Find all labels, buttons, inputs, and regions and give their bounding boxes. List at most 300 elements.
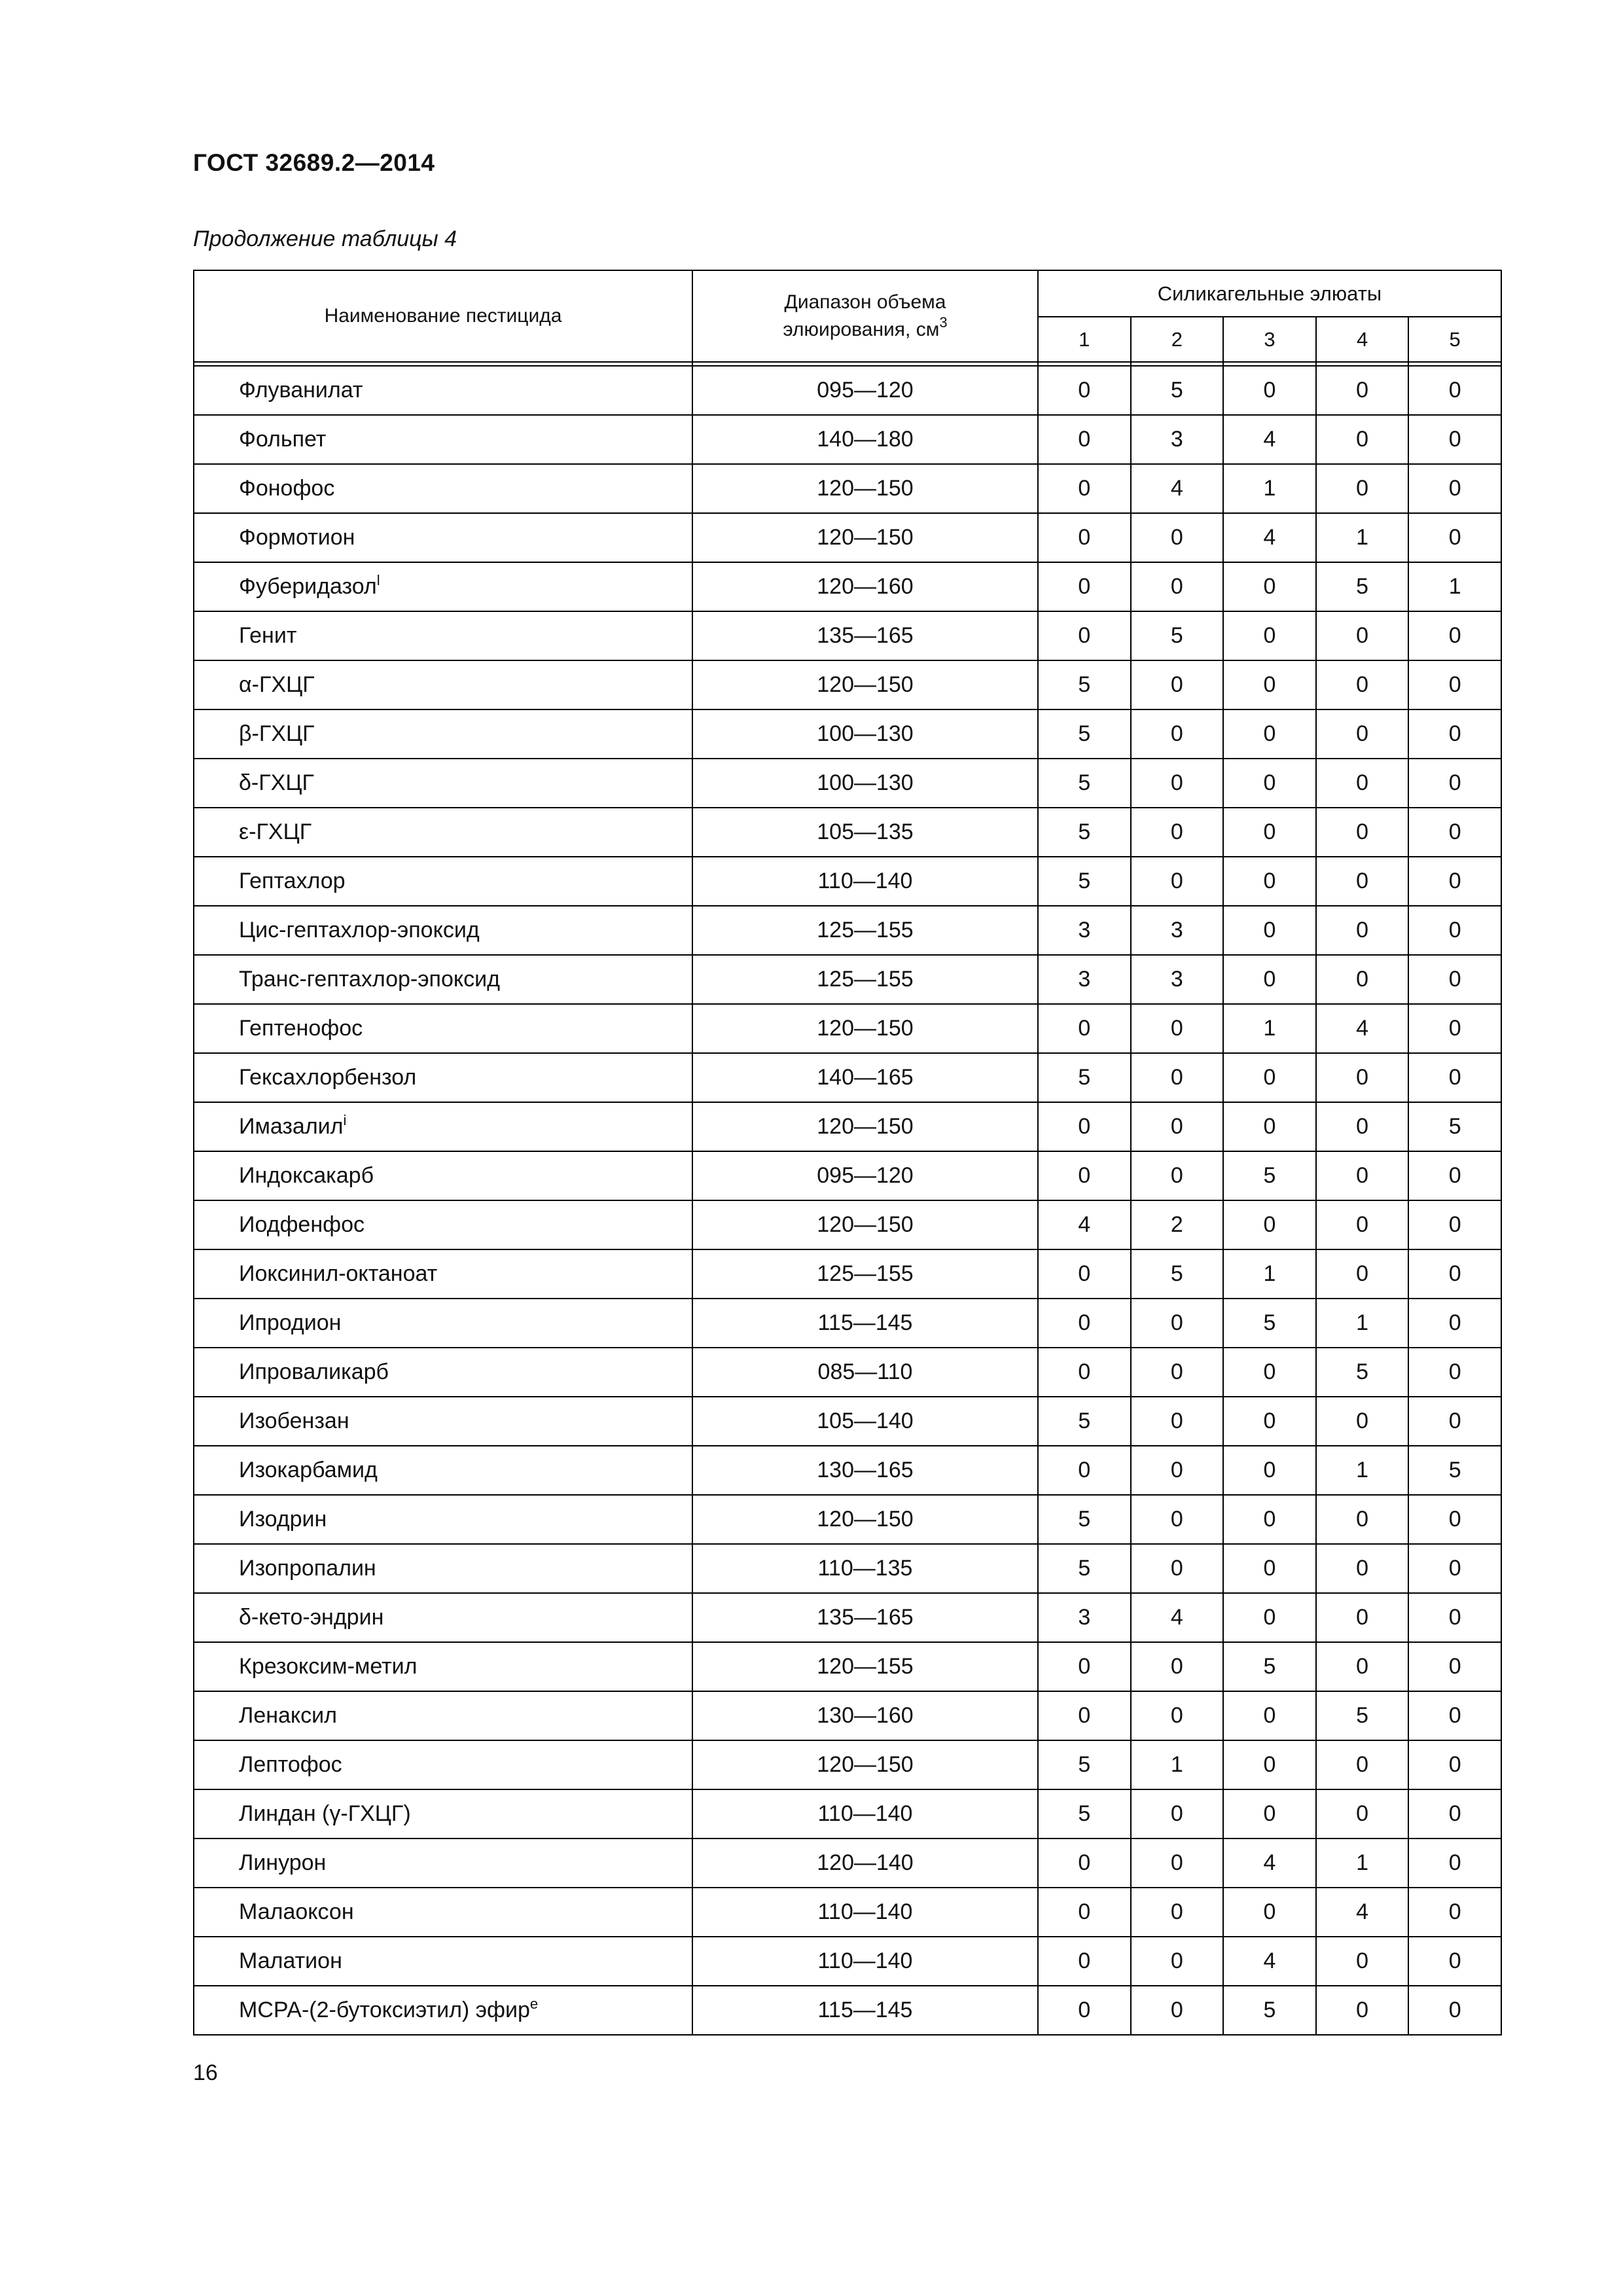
column-header-range-line1: Диапазон объема: [784, 291, 946, 313]
eluate-3-cell: 0: [1223, 1495, 1316, 1544]
eluate-2-cell: 0: [1131, 1397, 1224, 1446]
eluate-2-cell: 0: [1131, 759, 1224, 808]
table-row: [194, 1593, 1501, 1642]
eluate-5-cell: 0: [1408, 1986, 1501, 2035]
eluate-5-cell: 0: [1408, 1495, 1501, 1544]
eluate-5-cell: 0: [1408, 1888, 1501, 1937]
eluate-5-cell: 0: [1408, 955, 1501, 1004]
pesticide-name-cell: [194, 1789, 692, 1839]
eluate-4-cell: 0: [1316, 1937, 1409, 1986]
eluate-2-cell: 1: [1131, 1740, 1224, 1789]
elution-range-cell: 125—155: [692, 955, 1038, 1004]
eluate-4-cell: 5: [1316, 1348, 1409, 1397]
eluate-4-cell: 4: [1316, 1888, 1409, 1937]
elution-range-cell: 110—140: [692, 1888, 1038, 1937]
table-row: [194, 513, 1501, 562]
pesticide-name-cell: [194, 1200, 692, 1249]
elution-range-cell: 120—160: [692, 562, 1038, 611]
eluate-2-cell: 0: [1131, 1544, 1224, 1593]
pesticide-name: Иоксинил-октаноат: [239, 1261, 438, 1286]
eluate-5-cell: 0: [1408, 1593, 1501, 1642]
table-row: [194, 1249, 1501, 1299]
eluate-5-cell: 0: [1408, 611, 1501, 660]
elution-range-cell: 125—155: [692, 1249, 1038, 1299]
pesticide-name-cell: [194, 1544, 692, 1593]
eluate-5-cell: 0: [1408, 1789, 1501, 1839]
eluate-3-cell: 1: [1223, 1249, 1316, 1299]
eluate-3-cell: 0: [1223, 955, 1316, 1004]
pesticide-name-cell: [194, 1937, 692, 1986]
table-row: [194, 1839, 1501, 1888]
table-row: [194, 660, 1501, 709]
pesticide-name: Формотион: [239, 525, 355, 550]
eluate-2-cell: 0: [1131, 1888, 1224, 1937]
eluate-4-cell: 1: [1316, 513, 1409, 562]
elution-range-cell: 130—165: [692, 1446, 1038, 1495]
eluate-5-cell: 0: [1408, 709, 1501, 759]
eluate-5-cell: 0: [1408, 1839, 1501, 1888]
eluate-3-cell: 5: [1223, 1299, 1316, 1348]
eluate-4-cell: 0: [1316, 1642, 1409, 1691]
eluate-3-cell: 0: [1223, 1053, 1316, 1102]
pesticide-name: Лептофос: [239, 1752, 342, 1777]
eluate-2-cell: 0: [1131, 1986, 1224, 2035]
eluate-1-cell: 5: [1038, 808, 1131, 857]
eluate-5-cell: 5: [1408, 1102, 1501, 1151]
pesticide-name-cell: [194, 759, 692, 808]
table-row: [194, 1495, 1501, 1544]
eluate-4-cell: 0: [1316, 366, 1409, 415]
pesticide-name-cell: [194, 1397, 692, 1446]
eluate-3-cell: 0: [1223, 1102, 1316, 1151]
eluate-2-cell: 5: [1131, 611, 1224, 660]
eluate-1-cell: 0: [1038, 366, 1131, 415]
eluate-2-cell: 0: [1131, 513, 1224, 562]
table-row: [194, 1446, 1501, 1495]
elution-range-cell: 115—145: [692, 1299, 1038, 1348]
eluate-4-cell: 1: [1316, 1839, 1409, 1888]
eluate-1-cell: 5: [1038, 1544, 1131, 1593]
eluate-1-cell: 0: [1038, 611, 1131, 660]
eluate-1-cell: 0: [1038, 415, 1131, 464]
pesticide-name: Фонофос: [239, 476, 335, 501]
eluate-5-cell: 0: [1408, 1004, 1501, 1053]
pesticide-name-cell: [194, 906, 692, 955]
eluate-1-cell: 0: [1038, 1151, 1131, 1200]
eluate-5-cell: 0: [1408, 759, 1501, 808]
pesticide-table: [193, 270, 1502, 2036]
eluate-4-cell: 0: [1316, 955, 1409, 1004]
table-row: [194, 1004, 1501, 1053]
table-row: [194, 611, 1501, 660]
eluate-2-cell: 0: [1131, 1348, 1224, 1397]
eluate-4-cell: 0: [1316, 1151, 1409, 1200]
elution-range-cell: 095—120: [692, 366, 1038, 415]
elution-range-cell: 120—150: [692, 1200, 1038, 1249]
eluate-5-cell: 0: [1408, 1200, 1501, 1249]
eluate-3-cell: 0: [1223, 1740, 1316, 1789]
eluate-1-cell: 0: [1038, 1348, 1131, 1397]
eluate-4-cell: 0: [1316, 1397, 1409, 1446]
pesticide-name: Генит: [239, 623, 297, 648]
eluate-3-cell: 0: [1223, 759, 1316, 808]
pesticide-name-cell: [194, 1888, 692, 1937]
eluate-col-1: 1: [1038, 317, 1131, 362]
pesticide-name-cell: [194, 464, 692, 513]
pesticide-name: Малатион: [239, 1948, 342, 1973]
pesticide-name-cell: [194, 857, 692, 906]
eluate-col-5: 5: [1408, 317, 1501, 362]
eluate-3-cell: 0: [1223, 1593, 1316, 1642]
table-row: [194, 1544, 1501, 1593]
table-row: [194, 1053, 1501, 1102]
pesticide-name-cell: [194, 562, 692, 611]
column-header-eluates: Силикагельные элюаты: [1038, 270, 1501, 317]
eluate-5-cell: 0: [1408, 808, 1501, 857]
table-row: [194, 415, 1501, 464]
eluate-5-cell: 0: [1408, 513, 1501, 562]
pesticide-name: Цис-гептахлор-эпоксид: [239, 918, 480, 942]
pesticide-name-cell: [194, 1249, 692, 1299]
eluate-1-cell: 5: [1038, 857, 1131, 906]
eluate-1-cell: 5: [1038, 1495, 1131, 1544]
eluate-3-cell: 0: [1223, 1348, 1316, 1397]
eluate-2-cell: 4: [1131, 464, 1224, 513]
table-row: [194, 1397, 1501, 1446]
elution-range-cell: 110—135: [692, 1544, 1038, 1593]
eluate-3-cell: 0: [1223, 660, 1316, 709]
eluate-2-cell: 0: [1131, 1102, 1224, 1151]
pesticide-name: Гептахлор: [239, 869, 346, 893]
eluate-1-cell: 0: [1038, 1446, 1131, 1495]
pesticide-name: Изобензан: [239, 1408, 349, 1433]
column-header-name: Наименование пестицида: [194, 270, 692, 362]
pesticide-name-cell: [194, 1495, 692, 1544]
eluate-1-cell: 0: [1038, 1986, 1131, 2035]
elution-range-cell: 140—180: [692, 415, 1038, 464]
eluate-2-cell: 5: [1131, 1249, 1224, 1299]
pesticide-name: Линурон: [239, 1850, 327, 1875]
pesticide-name: Ипродион: [239, 1310, 342, 1335]
eluate-4-cell: 0: [1316, 1593, 1409, 1642]
eluate-3-cell: 0: [1223, 366, 1316, 415]
table-row: [194, 464, 1501, 513]
pesticide-name: Малаоксон: [239, 1899, 354, 1924]
pesticide-name: Изокарбамид: [239, 1458, 378, 1482]
eluate-1-cell: 0: [1038, 1937, 1131, 1986]
eluate-5-cell: 0: [1408, 464, 1501, 513]
eluate-2-cell: 0: [1131, 808, 1224, 857]
eluate-1-cell: 5: [1038, 759, 1131, 808]
eluate-1-cell: 0: [1038, 1299, 1131, 1348]
eluate-2-cell: 0: [1131, 562, 1224, 611]
table-row: [194, 1200, 1501, 1249]
elution-range-cell: 085—110: [692, 1348, 1038, 1397]
eluate-3-cell: 5: [1223, 1151, 1316, 1200]
pesticide-name-cell: [194, 1839, 692, 1888]
eluate-col-3: 3: [1223, 317, 1316, 362]
pesticide-name-cell: [194, 366, 692, 415]
eluate-2-cell: 5: [1131, 366, 1224, 415]
eluate-3-cell: 4: [1223, 1839, 1316, 1888]
table-row: [194, 906, 1501, 955]
eluate-4-cell: 0: [1316, 660, 1409, 709]
eluate-5-cell: 0: [1408, 1544, 1501, 1593]
eluate-4-cell: 1: [1316, 1446, 1409, 1495]
eluate-4-cell: 0: [1316, 1102, 1409, 1151]
eluate-1-cell: 0: [1038, 513, 1131, 562]
eluate-4-cell: 0: [1316, 759, 1409, 808]
pesticide-name-cell: [194, 955, 692, 1004]
eluate-2-cell: 0: [1131, 857, 1224, 906]
eluate-2-cell: 3: [1131, 906, 1224, 955]
table-row: [194, 955, 1501, 1004]
eluate-4-cell: 0: [1316, 1053, 1409, 1102]
elution-range-cell: 115—145: [692, 1986, 1038, 2035]
eluate-4-cell: 0: [1316, 1740, 1409, 1789]
elution-range-cell: 140—165: [692, 1053, 1038, 1102]
eluate-2-cell: 0: [1131, 1446, 1224, 1495]
eluate-3-cell: 0: [1223, 808, 1316, 857]
elution-range-cell: 135—165: [692, 611, 1038, 660]
eluate-4-cell: 4: [1316, 1004, 1409, 1053]
eluate-4-cell: 5: [1316, 562, 1409, 611]
eluate-1-cell: 0: [1038, 1839, 1131, 1888]
elution-range-cell: 120—150: [692, 1102, 1038, 1151]
eluate-5-cell: 0: [1408, 1642, 1501, 1691]
pesticide-name-cell: [194, 611, 692, 660]
eluate-3-cell: 0: [1223, 1888, 1316, 1937]
elution-range-cell: 120—150: [692, 464, 1038, 513]
eluate-4-cell: 0: [1316, 464, 1409, 513]
elution-range-cell: 120—140: [692, 1839, 1038, 1888]
eluate-3-cell: 0: [1223, 1691, 1316, 1740]
eluate-4-cell: 0: [1316, 906, 1409, 955]
table-row: [194, 709, 1501, 759]
footnote-mark: e: [529, 1996, 539, 2012]
eluate-2-cell: 0: [1131, 1839, 1224, 1888]
pesticide-name: Изодрин: [239, 1507, 327, 1532]
table-row: [194, 857, 1501, 906]
eluate-5-cell: 0: [1408, 1299, 1501, 1348]
pesticide-name-cell: [194, 1151, 692, 1200]
pesticide-name-cell: [194, 1299, 692, 1348]
table-row: [194, 1740, 1501, 1789]
eluate-3-cell: 4: [1223, 513, 1316, 562]
eluate-2-cell: 0: [1131, 1004, 1224, 1053]
table-row: [194, 1986, 1501, 2035]
table-row: [194, 1151, 1501, 1200]
elution-range-cell: 105—135: [692, 808, 1038, 857]
eluate-4-cell: 0: [1316, 808, 1409, 857]
pesticide-name: Ипроваликарб: [239, 1359, 389, 1384]
column-header-range-sup: 3: [939, 314, 948, 331]
eluate-col-4: 4: [1316, 317, 1409, 362]
eluate-1-cell: 0: [1038, 1004, 1131, 1053]
elution-range-cell: 110—140: [692, 1789, 1038, 1839]
eluate-1-cell: 5: [1038, 1053, 1131, 1102]
pesticide-name: Гептенофос: [239, 1016, 363, 1041]
eluate-4-cell: 0: [1316, 857, 1409, 906]
pesticide-name-cell: [194, 1053, 692, 1102]
page-number: 16: [193, 2060, 218, 2085]
eluate-2-cell: 4: [1131, 1593, 1224, 1642]
pesticide-name-cell: [194, 1642, 692, 1691]
pesticide-name-cell: [194, 1593, 692, 1642]
eluate-5-cell: 1: [1408, 562, 1501, 611]
pesticide-name-cell: [194, 1348, 692, 1397]
eluate-5-cell: 0: [1408, 1937, 1501, 1986]
pesticide-name: ε-ГХЦГ: [239, 819, 312, 844]
eluate-4-cell: 0: [1316, 1249, 1409, 1299]
eluate-5-cell: 0: [1408, 366, 1501, 415]
table-continuation-caption: Продолжение таблицы 4: [193, 226, 457, 251]
pesticide-name-cell: [194, 709, 692, 759]
eluate-2-cell: 0: [1131, 1299, 1224, 1348]
eluate-1-cell: 5: [1038, 1397, 1131, 1446]
table-row: [194, 1888, 1501, 1937]
eluate-5-cell: 0: [1408, 660, 1501, 709]
eluate-5-cell: 0: [1408, 1691, 1501, 1740]
eluate-1-cell: 4: [1038, 1200, 1131, 1249]
eluate-2-cell: 0: [1131, 1642, 1224, 1691]
eluate-3-cell: 0: [1223, 1200, 1316, 1249]
eluate-1-cell: 3: [1038, 1593, 1131, 1642]
pesticide-name: Гексахлорбензол: [239, 1065, 417, 1090]
pesticide-name: Имазалил: [239, 1114, 344, 1139]
footnote-mark: l: [376, 572, 380, 588]
elution-range-cell: 120—150: [692, 1495, 1038, 1544]
pesticide-name-cell: [194, 1740, 692, 1789]
eluate-1-cell: 3: [1038, 955, 1131, 1004]
pesticide-name: Изопропалин: [239, 1556, 376, 1581]
eluate-4-cell: 0: [1316, 1495, 1409, 1544]
eluate-4-cell: 0: [1316, 709, 1409, 759]
eluate-3-cell: 0: [1223, 709, 1316, 759]
table-row: [194, 1691, 1501, 1740]
pesticide-name-cell: [194, 808, 692, 857]
eluate-3-cell: 0: [1223, 562, 1316, 611]
eluate-1-cell: 0: [1038, 1249, 1131, 1299]
pesticide-name: δ-кето-эндрин: [239, 1605, 384, 1630]
eluate-5-cell: 0: [1408, 415, 1501, 464]
elution-range-cell: 120—150: [692, 513, 1038, 562]
eluate-5-cell: 0: [1408, 857, 1501, 906]
eluate-1-cell: 5: [1038, 1740, 1131, 1789]
table-row: [194, 759, 1501, 808]
pesticide-name: Индоксакарб: [239, 1163, 374, 1188]
eluate-4-cell: 0: [1316, 1200, 1409, 1249]
pesticide-name: Фуберидазол: [239, 574, 377, 599]
eluate-1-cell: 0: [1038, 1102, 1131, 1151]
eluate-3-cell: 0: [1223, 611, 1316, 660]
eluate-4-cell: 0: [1316, 1986, 1409, 2035]
eluate-2-cell: 2: [1131, 1200, 1224, 1249]
eluate-3-cell: 0: [1223, 1397, 1316, 1446]
elution-range-cell: 125—155: [692, 906, 1038, 955]
eluate-1-cell: 5: [1038, 660, 1131, 709]
eluate-1-cell: 5: [1038, 1789, 1131, 1839]
eluate-5-cell: 0: [1408, 1348, 1501, 1397]
elution-range-cell: 110—140: [692, 857, 1038, 906]
table-row: [194, 808, 1501, 857]
eluate-1-cell: 0: [1038, 1888, 1131, 1937]
pesticide-name-cell: [194, 415, 692, 464]
eluate-2-cell: 0: [1131, 1789, 1224, 1839]
eluate-3-cell: 5: [1223, 1642, 1316, 1691]
eluate-4-cell: 5: [1316, 1691, 1409, 1740]
eluate-3-cell: 1: [1223, 464, 1316, 513]
eluate-4-cell: 0: [1316, 415, 1409, 464]
eluate-1-cell: 0: [1038, 464, 1131, 513]
column-header-range: [692, 270, 1038, 362]
eluate-5-cell: 0: [1408, 1740, 1501, 1789]
pesticide-name-cell: [194, 1004, 692, 1053]
pesticide-name-cell: [194, 1691, 692, 1740]
eluate-3-cell: 5: [1223, 1986, 1316, 2035]
eluate-3-cell: 0: [1223, 857, 1316, 906]
eluate-1-cell: 0: [1038, 562, 1131, 611]
table-row: [194, 1642, 1501, 1691]
table-row: [194, 1789, 1501, 1839]
eluate-2-cell: 0: [1131, 1053, 1224, 1102]
eluate-3-cell: 4: [1223, 1937, 1316, 1986]
eluate-2-cell: 3: [1131, 415, 1224, 464]
eluate-1-cell: 0: [1038, 1691, 1131, 1740]
elution-range-cell: 100—130: [692, 709, 1038, 759]
eluate-3-cell: 0: [1223, 1446, 1316, 1495]
pesticide-name-cell: [194, 1102, 692, 1151]
eluate-3-cell: 0: [1223, 906, 1316, 955]
elution-range-cell: 105—140: [692, 1397, 1038, 1446]
pesticide-name: Фольпет: [239, 427, 327, 452]
column-header-range-line2: элюирования, см: [783, 319, 940, 340]
table-row: [194, 1299, 1501, 1348]
pesticide-name: Флуванилат: [239, 378, 363, 403]
pesticide-name: Иодфенфос: [239, 1212, 365, 1237]
footnote-mark: i: [343, 1112, 347, 1128]
pesticide-name-cell: [194, 1446, 692, 1495]
eluate-2-cell: 0: [1131, 1151, 1224, 1200]
eluate-2-cell: 0: [1131, 1691, 1224, 1740]
pesticide-name: Линдан (γ-ГХЦГ): [239, 1801, 411, 1826]
elution-range-cell: 135—165: [692, 1593, 1038, 1642]
eluate-5-cell: 0: [1408, 1249, 1501, 1299]
eluate-5-cell: 0: [1408, 906, 1501, 955]
pesticide-name: Ленаксил: [239, 1703, 337, 1728]
eluate-4-cell: 0: [1316, 611, 1409, 660]
pesticide-name: α-ГХЦГ: [239, 672, 315, 697]
pesticide-name: δ-ГХЦГ: [239, 770, 314, 795]
eluate-2-cell: 3: [1131, 955, 1224, 1004]
table-row: [194, 1102, 1501, 1151]
eluate-1-cell: 5: [1038, 709, 1131, 759]
elution-range-cell: 100—130: [692, 759, 1038, 808]
table-row: [194, 1348, 1501, 1397]
pesticide-name: β-ГХЦГ: [239, 721, 315, 746]
eluate-5-cell: 0: [1408, 1053, 1501, 1102]
elution-range-cell: 120—155: [692, 1642, 1038, 1691]
eluate-1-cell: 3: [1038, 906, 1131, 955]
eluate-col-2: 2: [1131, 317, 1224, 362]
table-row: [194, 1937, 1501, 1986]
eluate-3-cell: 0: [1223, 1544, 1316, 1593]
eluate-5-cell: 5: [1408, 1446, 1501, 1495]
pesticide-name-cell: [194, 660, 692, 709]
eluate-4-cell: 0: [1316, 1544, 1409, 1593]
eluate-3-cell: 4: [1223, 415, 1316, 464]
pesticide-name: МСРА-(2-бутоксиэтил) эфир: [239, 1998, 530, 2022]
